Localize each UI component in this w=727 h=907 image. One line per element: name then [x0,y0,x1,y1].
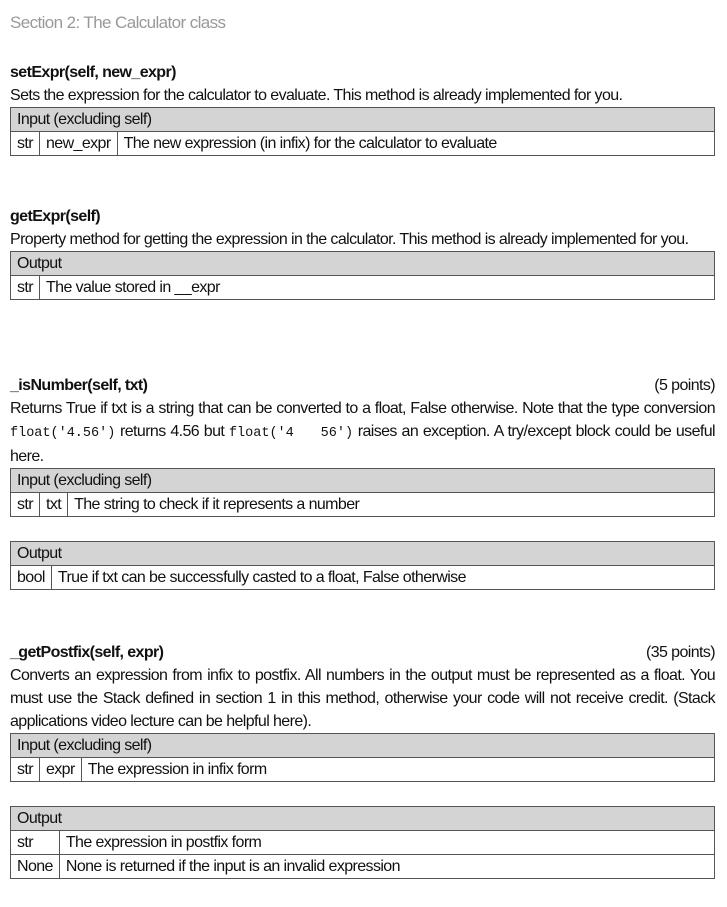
input-table [10,107,715,156]
table-header: Input (excluding self) [11,108,715,132]
type-cell: str [11,276,40,300]
table-header: Output [11,542,715,566]
type-cell: str [11,831,60,855]
method-signature: setExpr(self, new_expr) [10,64,176,81]
method-header [10,642,715,664]
description-text: Returns True if txt is a string that can be converted to a float, False otherwise. Note that the type conversion [10,400,715,417]
table-header: Output [11,807,715,831]
table-row [11,831,715,855]
method-setexpr [10,62,715,156]
param-cell: new_expr [39,132,117,156]
method-getexpr [10,206,715,300]
method-signature: getExpr(self) [10,208,100,225]
description-cell: None is returned if the input is an invalid expression [59,855,714,879]
type-cell: str [11,493,40,517]
table-row [11,276,715,300]
type-cell: None [11,855,60,879]
input-table [10,468,715,517]
table-row [11,132,715,156]
output-table [10,251,715,300]
description-cell: The new expression (in infix) for the calculator to evaluate [117,132,714,156]
method-description: Converts an expression from infix to postfix. All numbers in the output must be represented as a float. You must use the Stack defined in section 1 in this method, otherwise your code will not receive credit. (Stack applications video lecture can be helpful here). [10,667,715,730]
description-text: raises an exception. A try/except block could be useful here. [10,423,715,465]
method-header [10,206,715,228]
description-cell: The string to check if it represents a number [68,493,715,517]
param-cell: txt [39,493,67,517]
description-cell: The expression in infix form [81,758,714,782]
description-text: returns 4.56 but [115,423,229,440]
output-table [10,541,715,590]
param-cell: expr [39,758,81,782]
method-description: Sets the expression for the calculator to evaluate. This method is already implemented for you. [10,87,623,104]
table-row [11,758,715,782]
method-header [10,375,715,397]
method-signature: _isNumber(self, txt) [10,377,148,394]
method-signature: _getPostfix(self, expr) [10,644,164,661]
output-table [10,806,715,879]
type-cell: bool [11,566,52,590]
type-cell: str [11,132,40,156]
table-header: Input (excluding self) [11,469,715,493]
description-cell: The expression in postfix form [59,831,714,855]
table-header: Output [11,252,715,276]
method-header [10,62,715,84]
description-cell: The value stored in __expr [39,276,714,300]
table-row [11,855,715,879]
table-row [11,493,715,517]
table-header: Input (excluding self) [11,734,715,758]
points-label: (5 points) [654,377,715,394]
table-row [11,566,715,590]
method-description: Property method for getting the expression in the calculator. This method is already implemented for you. [10,231,689,248]
type-cell: str [11,758,40,782]
method-getpostfix [10,642,715,879]
code-snippet: float('4 56') [228,426,354,441]
code-snippet: float('4.56') [10,426,116,441]
method-description [10,397,715,468]
method-isnumber [10,375,715,590]
section-title: Section 2: The Calculator class [10,13,226,32]
input-table [10,733,715,782]
description-cell: True if txt can be successfully casted to a float, False otherwise [51,566,714,590]
points-label: (35 points) [646,644,715,661]
